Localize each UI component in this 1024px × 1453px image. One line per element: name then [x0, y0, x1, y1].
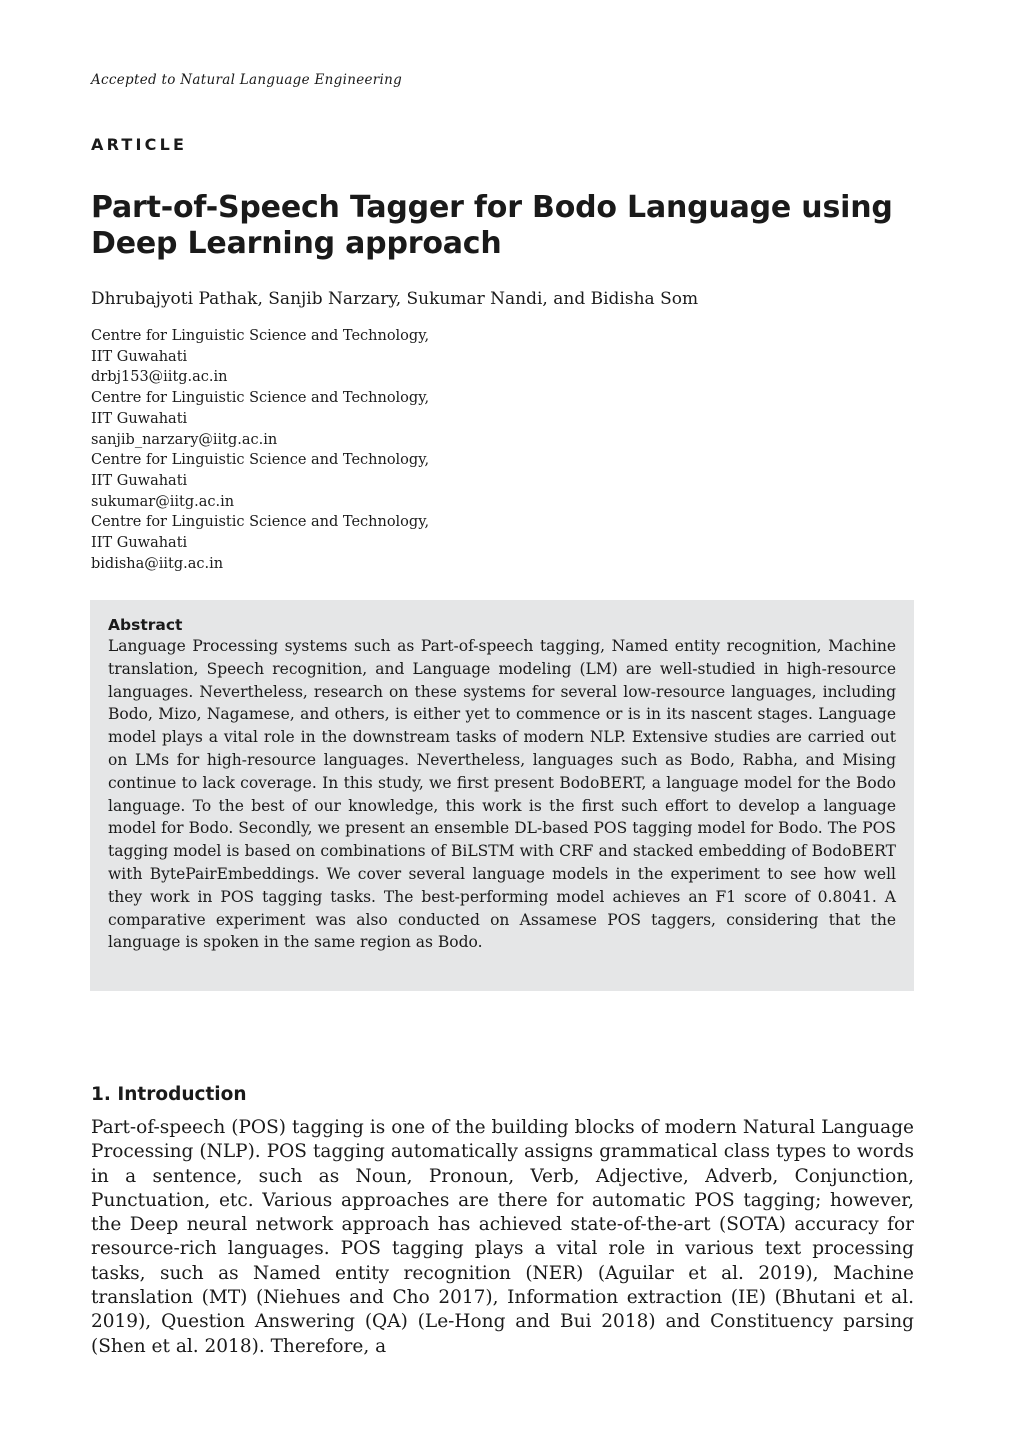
author-email[interactable]: sanjib_narzary@iitg.ac.in	[91, 431, 278, 448]
affiliation-line: IIT Guwahati	[91, 410, 188, 427]
author-email[interactable]: sukumar@iitg.ac.in	[91, 493, 235, 510]
affiliation-line: Centre for Linguistic Science and Technology,	[91, 514, 430, 531]
section-heading-introduction: 1. Introduction	[91, 1084, 247, 1105]
abstract-heading: Abstract	[108, 616, 183, 634]
affiliation-line: IIT Guwahati	[91, 535, 188, 552]
abstract-box	[90, 600, 914, 991]
affiliations	[91, 326, 429, 574]
journal-name: Accepted to Natural Language Engineering	[91, 72, 403, 88]
affiliation-line: Centre for Linguistic Science and Technology,	[91, 390, 430, 407]
author-email[interactable]: drbj153@iitg.ac.in	[91, 369, 228, 386]
affiliation-line: Centre for Linguistic Science and Technology,	[91, 452, 430, 469]
affiliation-line: IIT Guwahati	[91, 348, 188, 365]
paper-title: Part-of-Speech Tagger for Bodo Language using Deep Learning approach	[91, 190, 893, 261]
author-email[interactable]: bidisha@iitg.ac.in	[91, 555, 224, 572]
article-type: ARTICLE	[91, 135, 188, 154]
abstract-text: Language Processing systems such as Part-of-speech tagging, Named entity recognition, Machine translation, Speech recognition, and Language modeling (LM) are well-studied in high-resource languages. Nevertheless, research on these systems for several low-resource languages, including Bodo, Mizo, Nagamese, and others, is either yet to commence or is in its nascent stages. Language model plays a vital role in the downstream tasks of modern NLP. Extensive studies are carried out on LMs for high-resource languages. Nevertheless, languages such as Bodo, Rabha, and Mising continue to lack coverage. In this study, we first present BodoBERT, a language model for the Bodo language. To the best of our knowledge, this work is the first such effort to develop a language model for Bodo. Secondly, we present an ensemble DL-based POS tagging model for Bodo. The POS tagging model is based on combinations of BiLSTM with CRF and stacked embedding of BodoBERT with BytePairEmbeddings. We cover several language models in the experiment to see how well they work in POS tagging tasks. The best-performing model achieves an F1 score of 0.8041. A comparative experiment was also conducted on Assamese POS taggers, considering that the language is spoken in the same region as Bodo.	[108, 637, 896, 952]
affiliation-line: IIT Guwahati	[91, 472, 188, 489]
author-list: Dhrubajyoti Pathak, Sanjib Narzary, Sukumar Nandi, and Bidisha Som	[91, 289, 699, 309]
introduction-text: Part-of-speech (POS) tagging is one of the building blocks of modern Natural Language Processing (NLP). POS tagging automatically assigns grammatical class types to words in a sentence, such as Noun, Pronoun, Verb, Adjective, Adverb, Conjunction, Punctuation, etc. Various approaches are there for automatic POS tagging; however, the Deep neural network approach has achieved state-of-the-art (SOTA) accuracy for resource-rich languages. POS tagging plays a vital role in various text processing tasks, such as Named entity recognition (NER) (Aguilar et al. 2019), Machine translation (MT) (Niehues and Cho 2017), Information extraction (IE) (Bhutani et al. 2019), Question Answering (QA) (Le-Hong and Bui 2018) and Constituency parsing (Shen et al. 2018). Therefore, a	[91, 1117, 914, 1357]
affiliation-line: Centre for Linguistic Science and Technology,	[91, 328, 430, 344]
